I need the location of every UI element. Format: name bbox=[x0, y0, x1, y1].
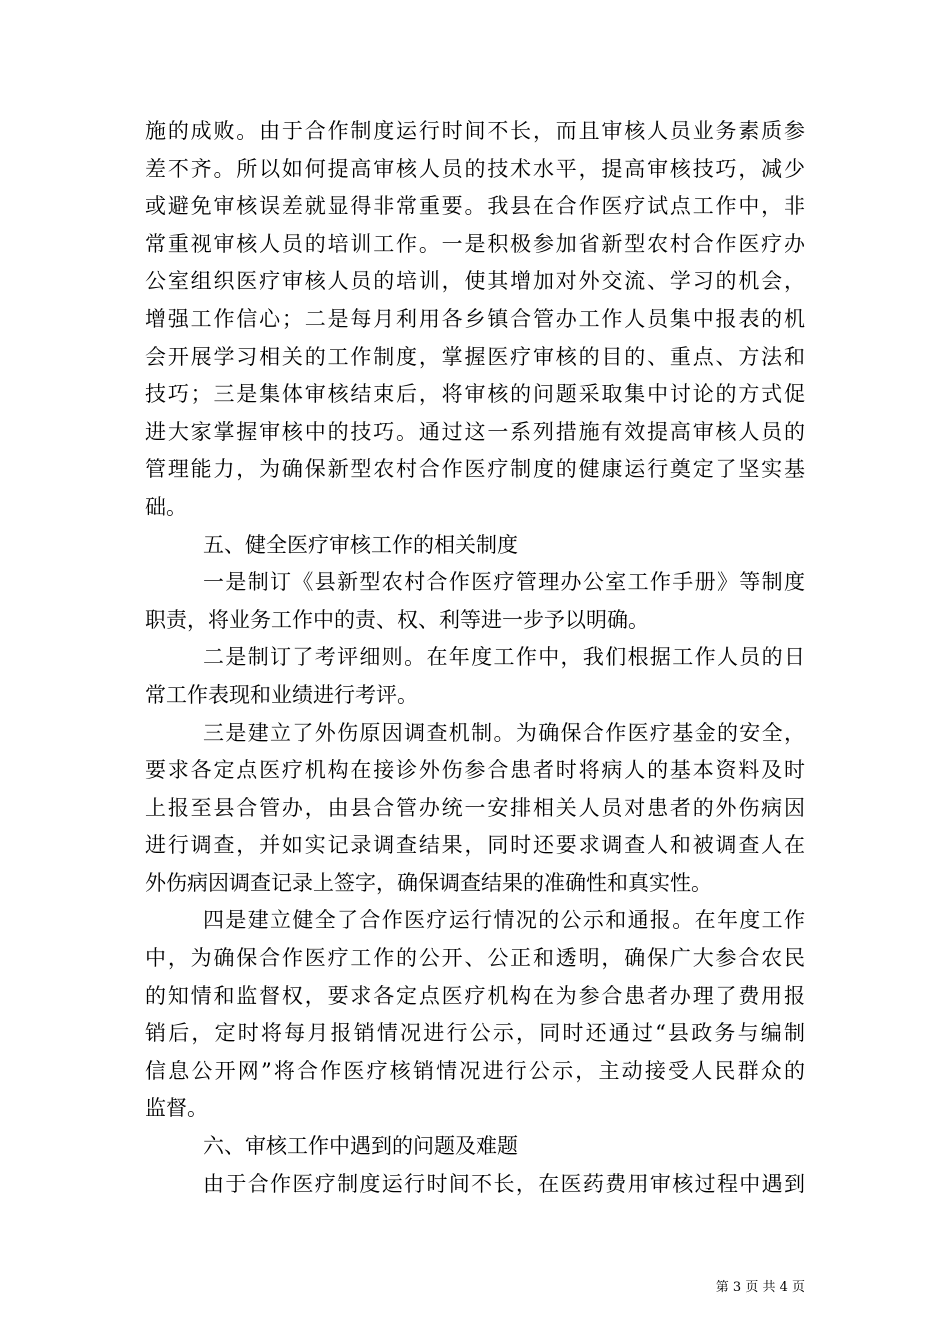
body-line: 的知情和监督权，要求各定点医疗机构在为参合患者办理了费用报 bbox=[145, 983, 805, 1008]
document-body bbox=[145, 113, 805, 1203]
body-line: 一是制订《县新型农村合作医疗管理办公室工作手册》等制度 bbox=[203, 570, 805, 595]
body-line: 外伤病因调查记录上签字，确保调查结果的准确性和真实性。 bbox=[145, 870, 712, 895]
section-heading: 六、审核工作中遇到的问题及难题 bbox=[203, 1134, 518, 1159]
section-heading: 五、健全医疗审核工作的相关制度 bbox=[203, 532, 518, 557]
body-line: 进行调查，并如实记录调查结果，同时还要求调查人和被调查人在 bbox=[145, 833, 805, 858]
body-line: 上报至县合管办，由县合管办统一安排相关人员对患者的外伤病因 bbox=[145, 795, 805, 820]
page-number: 第 3 页 共 4 页 bbox=[715, 1280, 805, 1295]
body-line: 管理能力，为确保新型农村合作医疗制度的健康运行奠定了坚实基 bbox=[145, 457, 805, 482]
body-line: 四是建立健全了合作医疗运行情况的公示和通报。在年度工作 bbox=[203, 908, 805, 933]
body-line: 公室组织医疗审核人员的培训，使其增加对外交流、学习的机会， bbox=[145, 269, 805, 294]
body-line: 职责，将业务工作中的责、权、利等进一步予以明确。 bbox=[145, 607, 649, 632]
body-line: 三是建立了外伤原因调查机制。为确保合作医疗基金的安全， bbox=[203, 720, 805, 745]
body-line: 常重视审核人员的培训工作。一是积极参加省新型农村合作医疗办 bbox=[145, 231, 805, 256]
body-line: 施的成败。由于合作制度运行时间不长，而且审核人员业务素质参 bbox=[145, 119, 805, 143]
body-line: 增强工作信心；二是每月利用各乡镇合管办工作人员集中报表的机 bbox=[145, 306, 805, 331]
body-line: 销后，定时将每月报销情况进行公示，同时还通过“县政务与编制 bbox=[145, 1021, 805, 1046]
body-line: 础。 bbox=[145, 494, 187, 519]
body-line: 会开展学习相关的工作制度，掌握医疗审核的目的、重点、方法和 bbox=[145, 344, 805, 369]
body-line: 中，为确保合作医疗工作的公开、公正和透明，确保广大参合农民 bbox=[145, 946, 805, 971]
body-line: 信息公开网”将合作医疗核销情况进行公示，主动接受人民群众的 bbox=[145, 1058, 805, 1083]
body-line: 监督。 bbox=[145, 1096, 208, 1121]
body-line: 进大家掌握审核中的技巧。通过这一系列措施有效提高审核人员的 bbox=[145, 419, 805, 444]
body-line: 技巧；三是集体审核结束后，将审核的问题采取集中讨论的方式促 bbox=[145, 382, 805, 407]
body-line: 或避免审核误差就显得非常重要。我县在合作医疗试点工作中，非 bbox=[145, 194, 805, 219]
body-line: 常工作表现和业绩进行考评。 bbox=[145, 682, 418, 707]
body-line: 由于合作医疗制度运行时间不长，在医药费用审核过程中遇到 bbox=[203, 1171, 805, 1196]
body-line: 差不齐。所以如何提高审核人员的技术水平，提高审核技巧，减少 bbox=[145, 156, 805, 181]
body-line: 二是制订了考评细则。在年度工作中，我们根据工作人员的日 bbox=[203, 645, 805, 670]
body-line: 要求各定点医疗机构在接诊外伤参合患者时将病人的基本资料及时 bbox=[145, 758, 805, 783]
